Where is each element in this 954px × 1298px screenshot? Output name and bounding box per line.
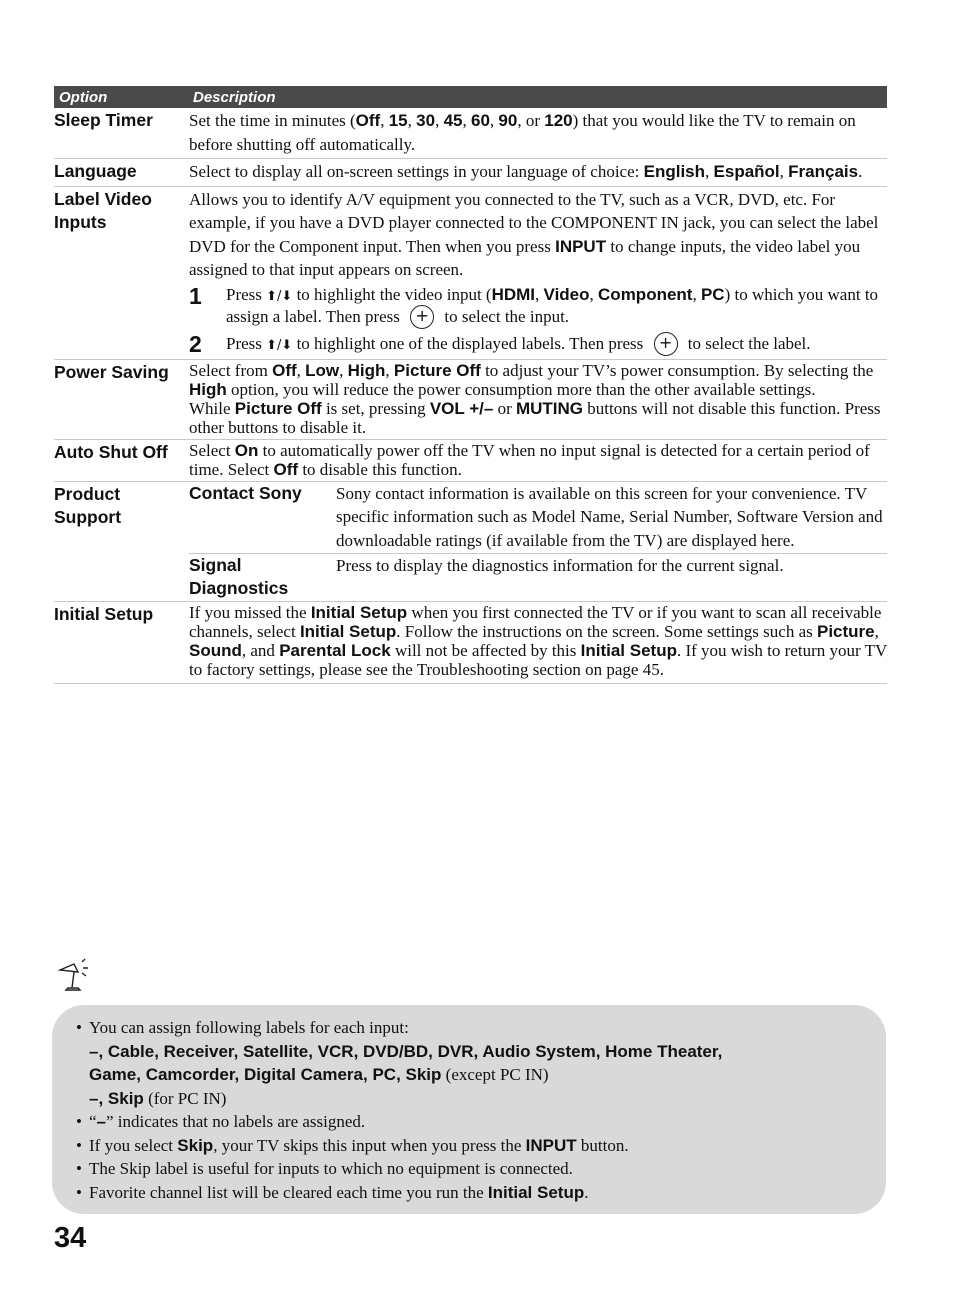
- notes-list: [52, 1005, 886, 1204]
- option-label: Label Video Inputs: [54, 186, 189, 359]
- option-label: Power Saving: [54, 359, 189, 439]
- note-item: • “–” indicates that no labels are assigned.: [76, 1112, 366, 1131]
- enter-button-icon: [410, 305, 434, 329]
- option-label: Auto Shut Off: [54, 439, 189, 481]
- sub-option-label: Signal Diagnostics: [189, 555, 289, 598]
- note-item: • If you select Skip, your TV skips this input when you press the INPUT button.: [76, 1135, 629, 1155]
- tip-lamp-icon: [56, 958, 96, 996]
- table-row-label-video-inputs: [54, 186, 887, 359]
- notes-box: [52, 1005, 886, 1214]
- option-label: Product Support: [54, 481, 189, 602]
- table-row-auto-shut-off: [54, 439, 887, 481]
- option-label: Sleep Timer: [54, 108, 189, 159]
- table-row-sleep-timer: [54, 108, 887, 159]
- sub-option-label: Contact Sony: [189, 482, 336, 554]
- sub-option-description: Sony contact information is available on this screen for your convenience. TV specific information such as Model Name, Serial Number, Software Version and downloadable ratings (if available from the TV) are displayed here.: [336, 482, 887, 554]
- option-description: [189, 481, 887, 602]
- option-column-header: Option: [54, 86, 189, 108]
- page-number: 34: [54, 1222, 87, 1254]
- option-description: Select On to automatically power off the TV when no input signal is detected for a certain period of time. Select Off to disable this function.: [189, 439, 887, 481]
- option-description: Set the time in minutes (Off, 15, 30, 45, 60, 90, or 120) that you would like the TV to remain on before shutting off automatically.: [189, 108, 887, 159]
- step-number: 1: [189, 282, 202, 309]
- step-2: 2 Press ⬆/⬇ to highlight one of the displayed labels. Then press + to select the label.: [189, 333, 887, 357]
- up-down-arrows-icon: ⬆/⬇: [266, 288, 293, 304]
- table-header: [54, 86, 887, 108]
- note-item: • Favorite channel list will be cleared each time you run the Initial Setup.: [76, 1182, 589, 1202]
- step-1: 1 Press ⬆/⬇ to highlight the video input (HDMI, Video, Component, PC) to which you want to assign a label. Then press + to select the input.: [189, 285, 887, 330]
- options-page: [54, 86, 887, 684]
- labels-line-3: –, Skip: [89, 1088, 144, 1108]
- product-support-subtable: [189, 482, 887, 602]
- labels-line-1: –, Cable, Receiver, Satellite, VCR, DVD/BD, DVR, Audio System, Home Theater,: [89, 1041, 723, 1061]
- table-row-language: [54, 159, 887, 187]
- table-row-product-support: [54, 481, 887, 602]
- up-down-arrows-icon: ⬆/⬇: [266, 337, 293, 353]
- option-description: Select to display all on-screen settings in your language of choice: English, Español, Français.: [189, 159, 887, 187]
- subtable-row-signal-diagnostics: [189, 554, 887, 602]
- option-description: If you missed the Initial Setup when you first connected the TV or if you want to scan all receivable channels, select Initial Setup. Follow the instructions on the screen. Some settings such as Picture, Sound, and Parental Lock will not be affected by this Initial Setup. If you wish to return your TV to factory settings, please see the Troubleshooting section on page 45.: [189, 602, 887, 684]
- step-number: 2: [189, 330, 202, 357]
- sub-option-description: Press to display the diagnostics information for the current signal.: [336, 556, 784, 575]
- option-description: Select from Off, Low, High, Picture Off to adjust your TV’s power consumption. By selecting the High option, you will reduce the power consumption more than the other available settings. While Picture Off is set, pressing VOL +/– or MUTING buttons will not disable this function. Press other buttons to disable it.: [189, 359, 887, 439]
- option-label: Initial Setup: [54, 602, 189, 684]
- table-row-initial-setup: [54, 602, 887, 684]
- option-description: Allows you to identify A/V equipment you connected to the TV, such as a VCR, DVD, etc. For example, if you have a DVD player connected to the COMPONENT IN jack, you can select the label DVD for the Component input. Then when you press INPUT to change inputs, the video label you assigned to that input appears on screen. 1 Press ⬆/⬇ to highlight the video input (HDMI, Video, Component, PC) to which you want to assign a label. Then press + to select the input. 2 Press ⬆/⬇ to highlight one of the displayed labels. Then press + to select the label.: [189, 186, 887, 359]
- description-column-header: Description: [189, 86, 887, 108]
- note-item: • The Skip label is useful for inputs to which no equipment is connected.: [76, 1159, 573, 1178]
- labels-line-2: Game, Camcorder, Digital Camera, PC, Skip: [89, 1065, 442, 1084]
- option-label: Language: [54, 159, 189, 187]
- note-item: • You can assign following labels for each input: –, Cable, Receiver, Satellite, VCR, DVD/BD, DVR, Audio System, Home Theater, Game, Camcorder, Digital Camera, PC, Skip (except PC IN) –, Skip (for PC IN): [89, 1016, 886, 1110]
- enter-button-icon: [654, 332, 678, 356]
- table-row-power-saving: [54, 359, 887, 439]
- options-table: [54, 86, 887, 684]
- subtable-row-contact-sony: [189, 482, 887, 554]
